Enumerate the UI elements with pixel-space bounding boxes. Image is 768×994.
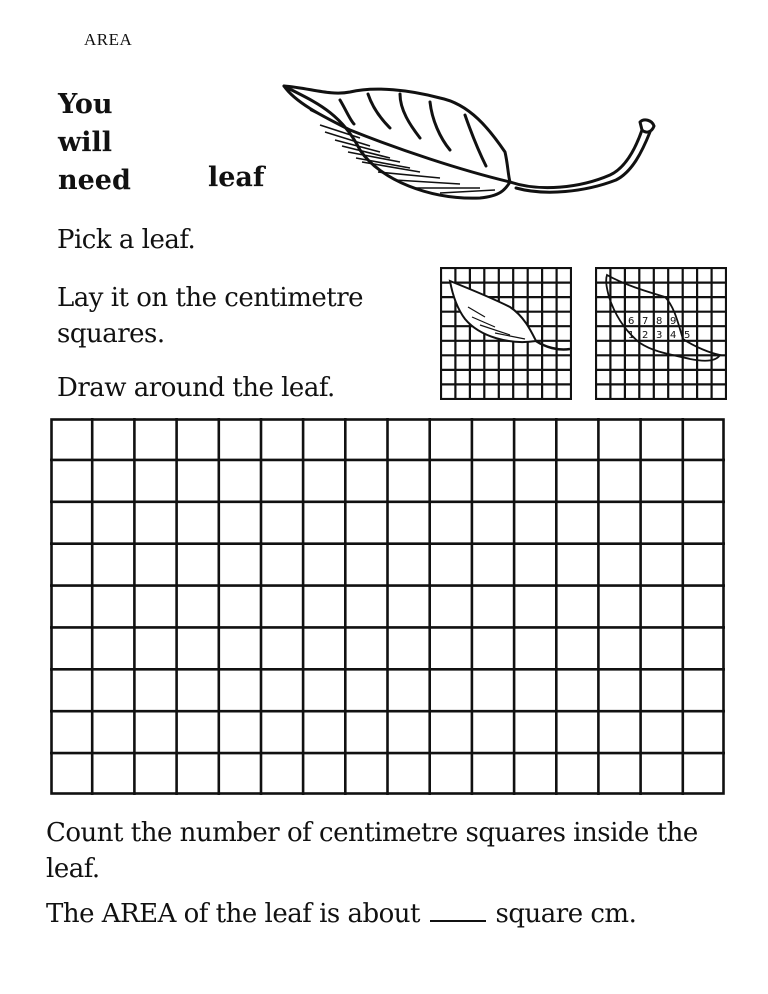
count-label: 6 [628,316,635,327]
leaf-illustration-icon [280,80,660,210]
required-item-leaf: leaf [208,162,265,193]
need-line: will [58,127,113,158]
example-grid-counted [595,267,727,400]
count-label: 1 [628,330,635,341]
instruction-pick-leaf: Pick a leaf. [57,225,196,255]
need-line: You [58,89,113,120]
drawing-grid[interactable] [50,418,725,795]
you-will-need-label [58,86,131,200]
count-label: 3 [656,330,663,341]
example-grid-leaf [440,267,572,400]
instruction-lay-on-squares: Lay it on the centimetre squares. [57,283,364,349]
answer-prefix: The AREA of the leaf is about [46,899,421,929]
count-label: 7 [642,316,649,327]
answer-blank[interactable] [430,902,486,922]
answer-suffix: square cm. [495,899,637,929]
count-label: 2 [642,330,649,341]
count-label: 5 [684,330,691,341]
count-label: 9 [670,316,677,327]
question-count-squares: Count the number of centimetre squares inside the leaf. [46,818,698,884]
worksheet-title: AREA [84,30,133,49]
instruction-draw-around: Draw around the leaf. [57,373,335,403]
count-label: 8 [656,316,663,327]
count-label: 4 [670,330,677,341]
question-area-answer [46,896,726,932]
need-line: need [58,165,131,196]
